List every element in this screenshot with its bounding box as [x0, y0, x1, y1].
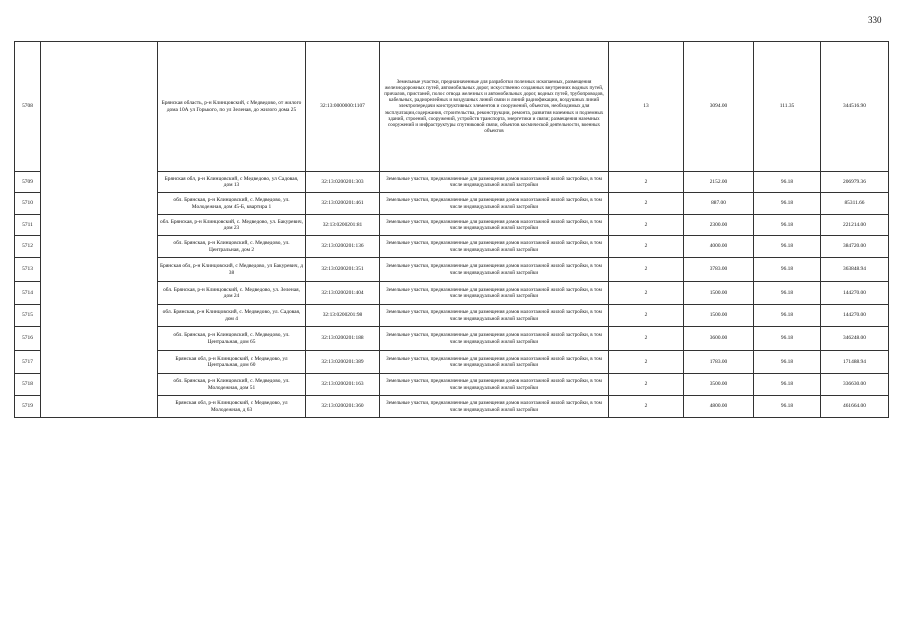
rate-cell: 96.18: [754, 374, 821, 396]
rate-cell: 96.18: [754, 236, 821, 258]
blank-cell: [41, 172, 158, 193]
land-use-cell: Земельные участки, предназначенные для разработки полезных ископаемых, размещения железнодорожных путей, автомобильных дорог, искусственно созданных внутренних водных путей, причалов, пристаней, полос отвода железных и автомобильных дорог, водных путей, трубопроводов, кабельных, радиорелейных и воздушных линий связи и линий радиофикации, воздушных линий электропередачи конструктивных элементов и сооружений, объектов, необходимых для эксплуатации,содержания, строительства, реконструкции, ремонта, развития наземных и подземных зданий, строений, сооружений, устройств транспорта, энергетики и связи; размещения наземных сооружений и инфраструктуры спутниковой связи, объектов космической деятельности, военных объектов: [380, 42, 609, 172]
use-group-cell: 2: [609, 327, 684, 351]
blank-cell: [41, 305, 158, 327]
page-number: 330: [868, 15, 882, 25]
cadastral-number-cell: 32:13:0200201:81: [306, 215, 380, 236]
land-use-cell: Земельные участки, предназначенные для размещения домов малоэтажной жилой застройки, в том числе индивидуальной жилой застройки: [380, 374, 609, 396]
use-group-cell: 2: [609, 282, 684, 305]
rate-cell: 96.18: [754, 258, 821, 282]
row-number: 5718: [15, 374, 41, 396]
blank-cell: [41, 258, 158, 282]
row-number: 5717: [15, 351, 41, 374]
blank-cell: [41, 193, 158, 215]
land-use-cell: Земельные участки, предназначенные для размещения домов малоэтажной жилой застройки, в том числе индивидуальной жилой застройки: [380, 236, 609, 258]
row-number: 5715: [15, 305, 41, 327]
rate-cell: 96.18: [754, 305, 821, 327]
blank-cell: [41, 327, 158, 351]
use-group-cell: 2: [609, 258, 684, 282]
area-cell: 1500.00: [684, 282, 754, 305]
table-row: [15, 327, 889, 351]
table-row: [15, 374, 889, 396]
row-number: 5711: [15, 215, 41, 236]
address-cell: Брянская обл, р-н Клинцовский, с Медведово, ул Садовая, дом 13: [158, 172, 306, 193]
area-cell: 1500.00: [684, 305, 754, 327]
row-number: 5716: [15, 327, 41, 351]
rate-cell: 96.18: [754, 282, 821, 305]
row-number: 5714: [15, 282, 41, 305]
blank-cell: [41, 42, 158, 172]
table-body: [15, 42, 889, 418]
cadastral-number-cell: 32:13:0200201:136: [306, 236, 380, 258]
use-group-cell: 2: [609, 351, 684, 374]
use-group-cell: 2: [609, 374, 684, 396]
cadastral-value-cell: 85311.66: [821, 193, 889, 215]
table-row: [15, 396, 889, 418]
table-row: [15, 42, 889, 172]
area-cell: 3783.00: [684, 258, 754, 282]
use-group-cell: 2: [609, 172, 684, 193]
area-cell: 1783.00: [684, 351, 754, 374]
cadastral-number-cell: 32:13:0000000:1107: [306, 42, 380, 172]
use-group-cell: 2: [609, 305, 684, 327]
row-number: 5719: [15, 396, 41, 418]
rate-cell: 96.18: [754, 327, 821, 351]
address-cell: Брянская обл, р-н Клинцовский, с Медведово, ул Бакуревич, д 38: [158, 258, 306, 282]
use-group-cell: 13: [609, 42, 684, 172]
cadastral-value-table: [14, 41, 889, 418]
cadastral-number-cell: 32:13:0200201:188: [306, 327, 380, 351]
table-row: [15, 258, 889, 282]
table-row: [15, 282, 889, 305]
land-use-cell: Земельные участки, предназначенные для размещения домов малоэтажной жилой застройки, в том числе индивидуальной жилой застройки: [380, 172, 609, 193]
table-row: [15, 351, 889, 374]
cadastral-value-cell: 336630.00: [821, 374, 889, 396]
blank-cell: [41, 236, 158, 258]
cadastral-value-cell: 363848.94: [821, 258, 889, 282]
cadastral-value-cell: 206979.36: [821, 172, 889, 193]
land-use-cell: Земельные участки, предназначенные для размещения домов малоэтажной жилой застройки, в том числе индивидуальной жилой застройки: [380, 282, 609, 305]
rate-cell: 96.18: [754, 172, 821, 193]
cadastral-number-cell: 32:13:0200201:351: [306, 258, 380, 282]
cadastral-number-cell: 32:13:0200201:303: [306, 172, 380, 193]
rate-cell: 96.18: [754, 351, 821, 374]
use-group-cell: 2: [609, 236, 684, 258]
row-number: 5713: [15, 258, 41, 282]
area-cell: 4800.00: [684, 396, 754, 418]
cadastral-value-cell: 221214.00: [821, 215, 889, 236]
address-cell: обл. Брянская, р-н Клинцовский, с. Медведово, ул. Бакуревич, дом 23: [158, 215, 306, 236]
rate-cell: 96.18: [754, 215, 821, 236]
area-cell: 3500.00: [684, 374, 754, 396]
address-cell: Брянская область, р-н Клинцовский, с Медведово, от жилого дома 10А ул Горького, по ул Зеленая, до жилого дома 25: [158, 42, 306, 172]
area-cell: 3094.00: [684, 42, 754, 172]
address-cell: обл. Брянская, р-н Клинцовский, с. Медведово, ул. Зеленая, дом 24: [158, 282, 306, 305]
cadastral-number-cell: 32:13:0200201:461: [306, 193, 380, 215]
row-number: 5710: [15, 193, 41, 215]
cadastral-value-cell: 461664.00: [821, 396, 889, 418]
area-cell: 2300.00: [684, 215, 754, 236]
land-use-cell: Земельные участки, предназначенные для размещения домов малоэтажной жилой застройки, в том числе индивидуальной жилой застройки: [380, 396, 609, 418]
rate-cell: 96.18: [754, 396, 821, 418]
address-cell: Брянская обл, р-н Клинцовский, с Медведово, ул Молодежная, д 63: [158, 396, 306, 418]
land-use-cell: Земельные участки, предназначенные для размещения домов малоэтажной жилой застройки, в том числе индивидуальной жилой застройки: [380, 327, 609, 351]
address-cell: обл. Брянская, р-н Клинцовский, с. Медведово, ул. Центральная, дом 2: [158, 236, 306, 258]
address-cell: обл. Брянская, р-н Клинцовский, с. Медведово, ул. Садовая, дом 4: [158, 305, 306, 327]
cadastral-number-cell: 32:13:0200201:360: [306, 396, 380, 418]
cadastral-value-cell: 144270.00: [821, 282, 889, 305]
land-use-cell: Земельные участки, предназначенные для размещения домов малоэтажной жилой застройки, в том числе индивидуальной жилой застройки: [380, 258, 609, 282]
area-cell: 2152.00: [684, 172, 754, 193]
address-cell: обл. Брянская, р-н Клинцовский, с. Медведово, ул. Молодежная, дом 45-Б, квартира 1: [158, 193, 306, 215]
rate-cell: 96.18: [754, 193, 821, 215]
table-row: [15, 172, 889, 193]
table-row: [15, 215, 889, 236]
blank-cell: [41, 282, 158, 305]
cadastral-value-cell: 344516.90: [821, 42, 889, 172]
blank-cell: [41, 215, 158, 236]
use-group-cell: 2: [609, 396, 684, 418]
cadastral-value-cell: 346248.00: [821, 327, 889, 351]
blank-cell: [41, 374, 158, 396]
blank-cell: [41, 396, 158, 418]
address-cell: Брянская обл, р-н Клинцовский, с Медведово, ул Центральная, дом 60: [158, 351, 306, 374]
table-row: [15, 193, 889, 215]
land-use-cell: Земельные участки, предназначенные для размещения домов малоэтажной жилой застройки, в том числе индивидуальной жилой застройки: [380, 193, 609, 215]
cadastral-number-cell: 32:13:0200201:389: [306, 351, 380, 374]
table-row: [15, 305, 889, 327]
address-cell: обл. Брянская, р-н Клинцовский, с. Медведово, ул. Центральная, дом 65: [158, 327, 306, 351]
area-cell: 3600.00: [684, 327, 754, 351]
rate-cell: 111.35: [754, 42, 821, 172]
land-use-cell: Земельные участки, предназначенные для размещения домов малоэтажной жилой застройки, в том числе индивидуальной жилой застройки: [380, 305, 609, 327]
land-use-cell: Земельные участки, предназначенные для размещения домов малоэтажной жилой застройки, в том числе индивидуальной жилой застройки: [380, 351, 609, 374]
row-number: 5709: [15, 172, 41, 193]
row-number: 5712: [15, 236, 41, 258]
land-use-cell: Земельные участки, предназначенные для размещения домов малоэтажной жилой застройки, в том числе индивидуальной жилой застройки: [380, 215, 609, 236]
cadastral-value-cell: 384720.00: [821, 236, 889, 258]
table-row: [15, 236, 889, 258]
area-cell: 887.00: [684, 193, 754, 215]
area-cell: 4000.00: [684, 236, 754, 258]
address-cell: обл. Брянская, р-н Клинцовский, с. Медведово, ул. Молодежная, дом 51: [158, 374, 306, 396]
row-number: 5708: [15, 42, 41, 172]
blank-cell: [41, 351, 158, 374]
use-group-cell: 2: [609, 193, 684, 215]
cadastral-value-cell: 171488.94: [821, 351, 889, 374]
cadastral-number-cell: 32:13:0200201:163: [306, 374, 380, 396]
cadastral-number-cell: 32:13:0200201:98: [306, 305, 380, 327]
use-group-cell: 2: [609, 215, 684, 236]
cadastral-number-cell: 32:13:0200201:404: [306, 282, 380, 305]
cadastral-value-cell: 144270.00: [821, 305, 889, 327]
